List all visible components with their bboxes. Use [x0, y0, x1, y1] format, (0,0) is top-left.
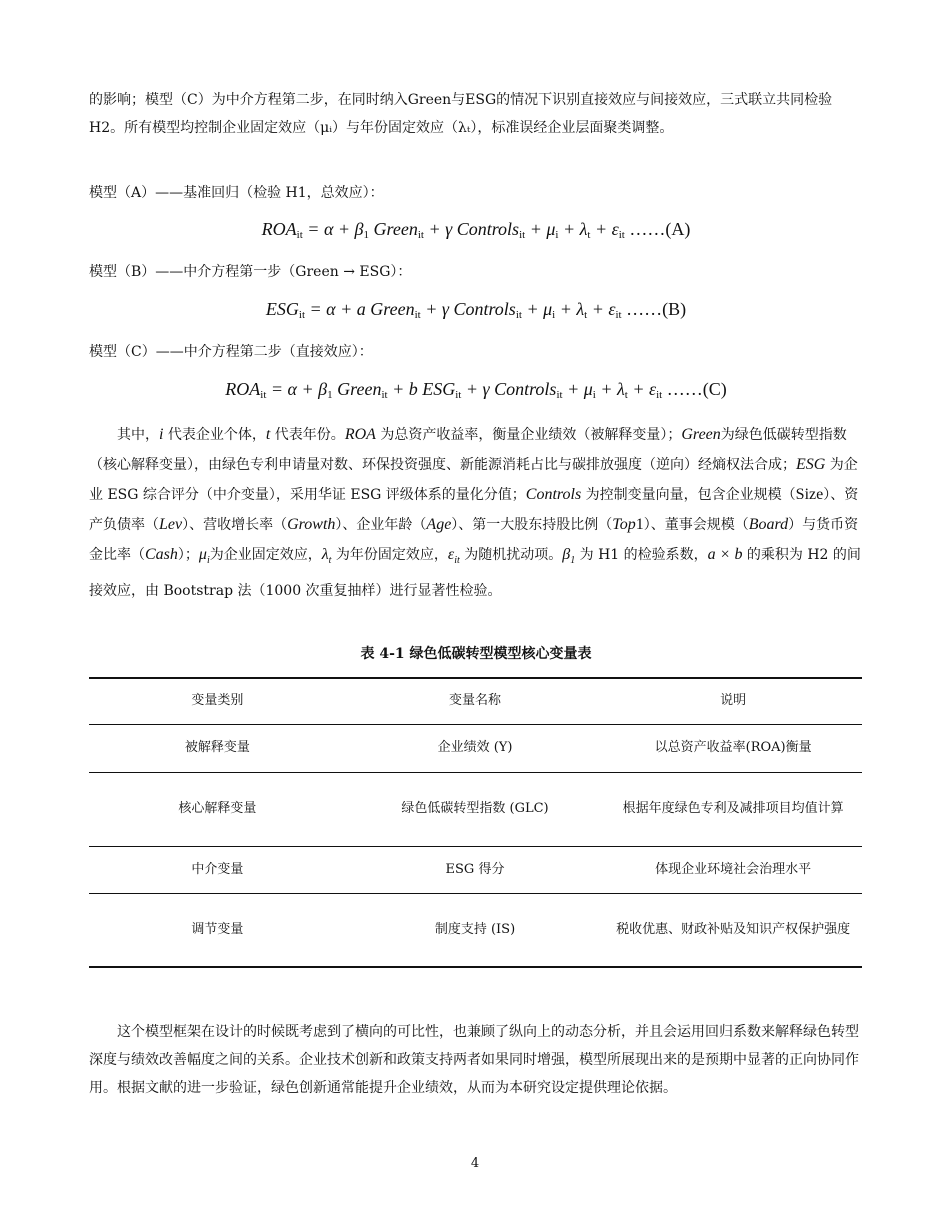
table-cell: ESG 得分: [346, 846, 605, 893]
table-cell: 核心解释变量: [89, 772, 346, 846]
table-cell: 体现企业环境社会治理水平: [604, 846, 862, 893]
table-row: [89, 772, 862, 846]
table-cell: 绿色低碳转型指数 (GLC): [346, 772, 605, 846]
table-cell: 制度支持 (IS): [434, 921, 516, 937]
equation-b-tag: (B): [662, 299, 687, 319]
table-cell: 被解释变量: [89, 724, 346, 772]
table-row: [89, 724, 862, 772]
table-caption: 表 4-1 绿色低碳转型模型核心变量表: [360, 646, 592, 662]
closing-paragraph: 这个模型框架在设计的时候既考虑到了横向的可比性，也兼顾了纵向上的动态分析，并且会运用回归系数来解释绿色转型深度与绩效改善幅度之间的关系。企业技术创新和政策支持两者如果同时增强，模型所展现出来的是预期中显著的正向协同作用。根据文献的进一步验证，绿色创新通常能提升企业绩效，从而为本研究设定提供理论依据。: [89, 1024, 859, 1096]
table-cell: 以总资产收益率(ROA)衡量: [604, 724, 862, 772]
table-row: [89, 893, 862, 967]
model-c-label: 模型（C）——中介方程第二步（直接效应）：: [89, 344, 373, 360]
equation-a-tag: (A): [665, 219, 691, 239]
intro-paragraph: 的影响；模型（C）为中介方程第二步，在同时纳入Green与ESG的情况下识别直接效应与间接效应，三式联立共同检验H2。所有模型均控制企业固定效应（μᵢ）与年份固定效应（λₜ），标准误经企业层面聚类调整。: [89, 92, 833, 136]
table-row: [89, 846, 862, 893]
table-cell: 中介变量: [89, 846, 346, 893]
variables-table: [89, 677, 862, 968]
equation-c: $ROA_{it} = \alpha + \beta_1$ Green$_{it}$ + b $ESG_{it} + \gamma$ Controls$_{it}$ + $\mu_i + \lambda_t + \varepsilon_{it}$ ……(C): [225, 379, 727, 401]
table-header-cell: 变量名称: [346, 678, 605, 724]
model-a-label: 模型（A）——基准回归（检验 H1，总效应）：: [89, 185, 384, 201]
model-b-label: 模型（B）——中介方程第一步（Green → ESG）：: [89, 264, 412, 280]
table-cell: 调节变量: [191, 921, 244, 937]
table-header-cell: 说明: [604, 678, 862, 724]
table-cell: 税收优惠、财政补贴及知识产权保护强度: [616, 921, 851, 937]
equation-a: $ROA_{it} = \alpha + \beta_1$ Green$_{it}$ + γ Controls$_{it}$ + $\mu_i + \lambda_t + \varepsilon_{it}$ ……(A): [261, 219, 691, 241]
table-header-row: [89, 678, 862, 724]
table-cell: 根据年度绿色专利及减排项目均值计算: [604, 772, 862, 846]
table-cell: 企业绩效 (Y): [346, 724, 605, 772]
definitions-paragraph: 其中，i 代表企业个体，t 代表年份。ROA 为总资产收益率，衡量企业绩效（被解释变量）；Green为绿色低碳转型指数（核心解释变量），由绿色专利申请量对数、环保投资强度、新能源消耗占比与碳排放强度（逆向）经熵权法合成；ESG 为企业 ESG 综合评分（中介变量），采用华证 ESG 评级体系的量化分值；Controls 为控制变量向量，包含企业规模（Size）、资产负债率（Lev）、营收增长率（Growth）、企业年龄（Age）、第一大股东持股比例（Top1）、董事会规模（Board）与货币资金比率（Cash）；$\mu_i$为企业固定效应，$\lambda_t$ 为年份固定效应，$\varepsilon_{it}$ 为随机扰动项。$\beta_1$ 为 H1 的检验系数，a × b 的乘积为 H2 的间接效应，由 Bootstrap 法（1000 次重复抽样）进行显著性检验。: [89, 426, 861, 600]
equation-b: $ESG_{it} = \alpha + a$ Green$_{it}$ + γ Controls$_{it}$ + $\mu_i + \lambda_t + \varepsilon_{it}$ ……(B): [265, 299, 687, 321]
equation-c-tag: (C): [702, 379, 727, 399]
table-header-cell: 变量类别: [89, 678, 346, 724]
page-number: 4: [470, 1156, 480, 1171]
